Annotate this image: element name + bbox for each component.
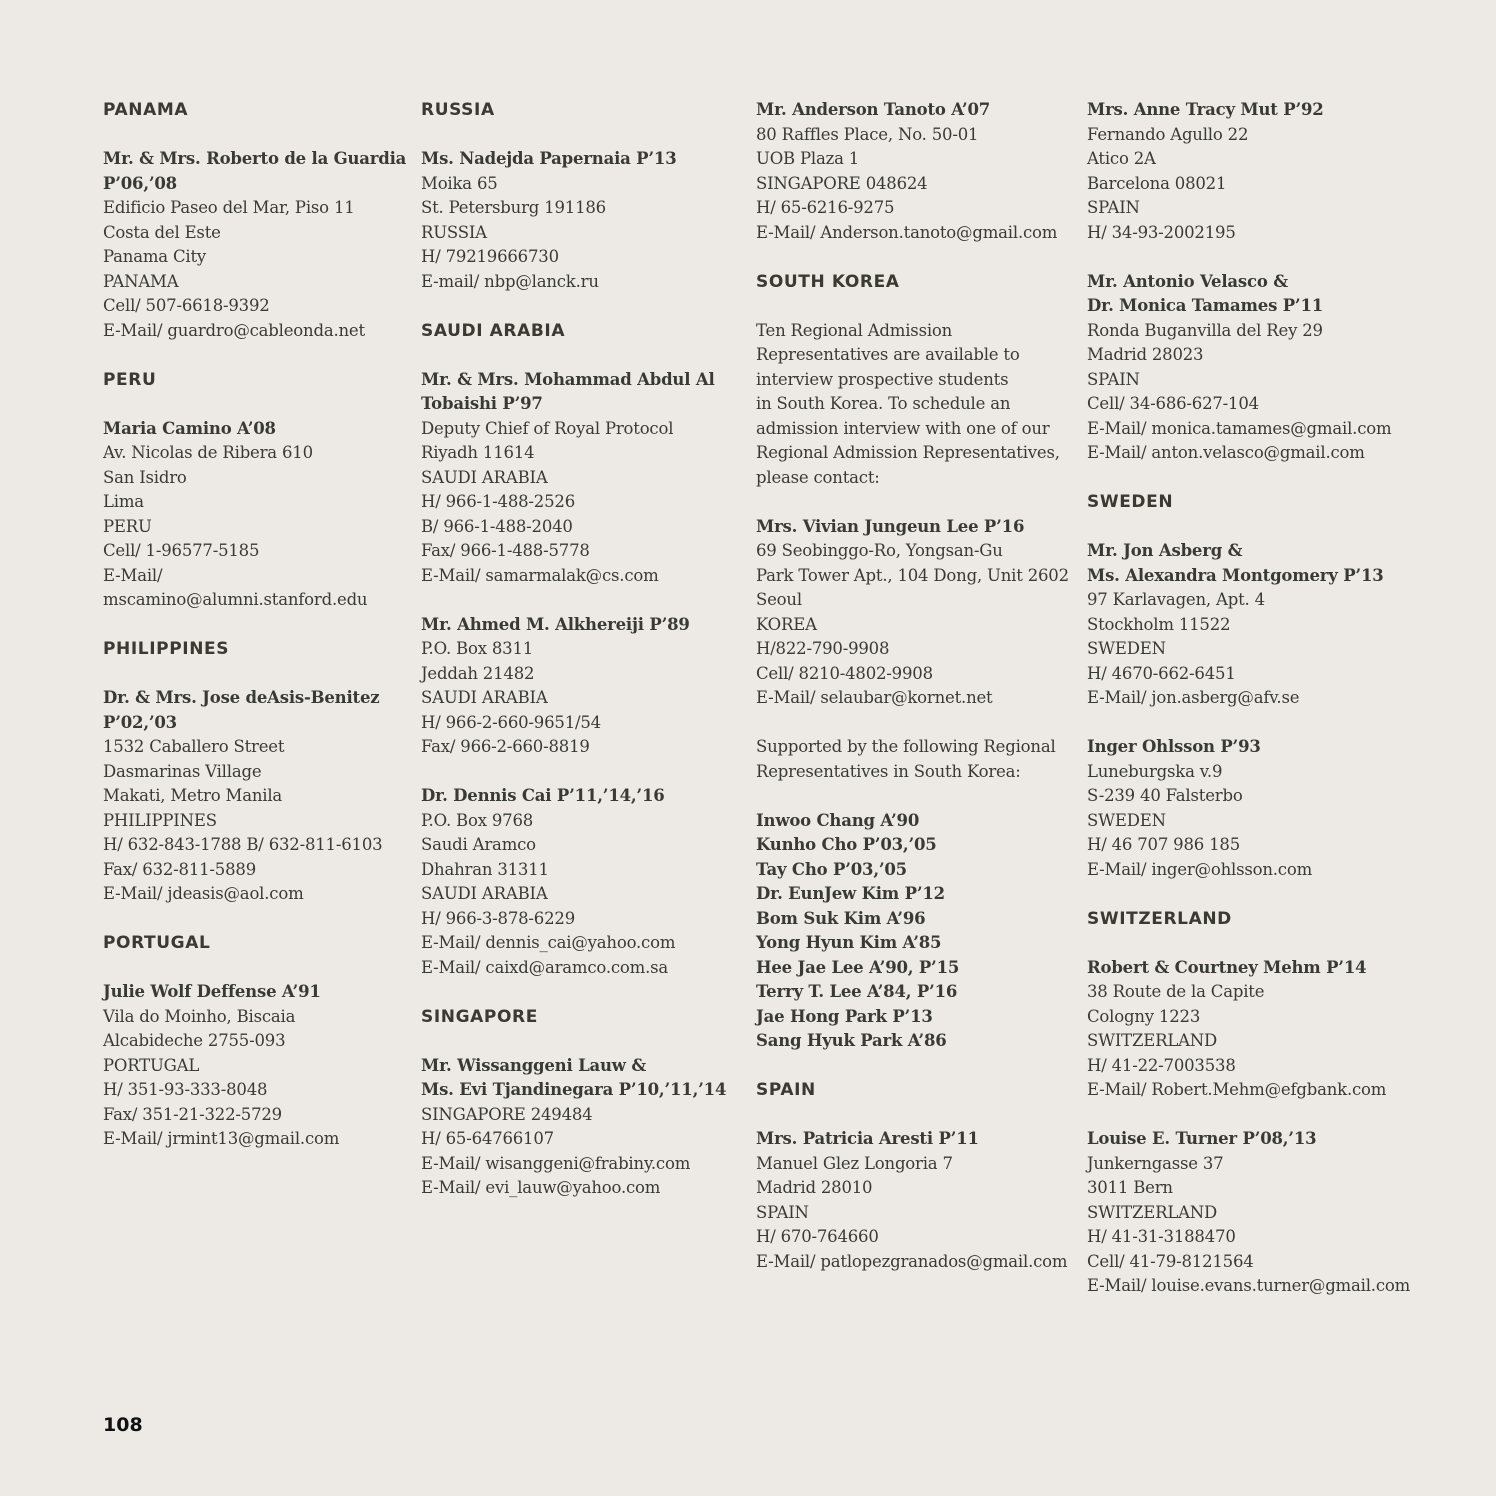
contact-detail: H/822-790-9908 — [756, 639, 890, 658]
contact-detail: Jeddah 21482 — [421, 663, 535, 683]
directory-column-4 — [1087, 98, 1417, 1299]
directory-column-2 — [421, 98, 741, 1201]
contact-detail: PORTUGAL — [103, 1055, 200, 1075]
contact-detail: SPAIN — [756, 1202, 809, 1222]
contact-name: Maria Camino A’08 — [103, 418, 276, 438]
contact-detail: Moika 65 — [421, 173, 498, 193]
contact-detail: admission interview with one of our — [756, 418, 1050, 438]
contact-detail: 80 Raffles Place, No. 50-01 — [756, 124, 979, 144]
contact-name: Kunho Cho P’03,’05 — [756, 835, 937, 854]
contact-detail: 38 Route de la Capite — [1087, 982, 1265, 1001]
contact-detail: H/ 670-764660 — [756, 1227, 879, 1246]
spacer — [103, 662, 408, 687]
contact-detail: mscamino@alumni.stanford.edu — [103, 590, 368, 609]
country-heading: SAUDI ARABIA — [421, 320, 566, 341]
contact-name: Mrs. Anne Tracy Mut P’92 — [1087, 100, 1324, 119]
contact-name: Mr. Jon Asberg & — [1087, 541, 1243, 560]
contact-name: Inger Ohlsson P’93 — [1087, 737, 1261, 756]
contact-detail: San Isidro — [103, 467, 187, 487]
contact-name: Dr. & Mrs. Jose deAsis-Benitez — [103, 688, 380, 707]
contact-detail: Lima — [103, 492, 144, 511]
contact-name: Dr. EunJew Kim P’12 — [756, 884, 945, 903]
contact-detail: Representatives in South Korea: — [756, 761, 1021, 781]
contact-detail: Alcabideche 2755-093 — [103, 1031, 286, 1050]
contact-name: Mrs. Vivian Jungeun Lee P’16 — [756, 516, 1025, 536]
contact-detail: Supported by the following Regional — [756, 737, 1056, 756]
contact-detail: E-Mail/ jdeasis@aol.com — [103, 884, 304, 903]
spacer — [421, 294, 741, 319]
contact-detail: Fax/ 632-811-5889 — [103, 859, 257, 879]
contact-detail: H/ 632-843-1788 B/ 632-811-6103 — [103, 835, 383, 854]
contact-name: Bom Suk Kim A’96 — [756, 908, 926, 928]
spacer — [421, 1029, 741, 1054]
contact-name: Robert & Courtney Mehm P’14 — [1087, 957, 1367, 977]
spacer — [1087, 882, 1417, 907]
contact-detail: SAUDI ARABIA — [421, 688, 548, 707]
contact-name: Ms. Evi Tjandinegara P’10,’11,’14 — [421, 1080, 727, 1099]
contact-detail: Representatives are available to — [756, 345, 1020, 364]
contact-detail: Madrid 28023 — [1087, 345, 1204, 364]
contact-name: Julie Wolf Deffense A’91 — [103, 982, 321, 1001]
contact-detail: Av. Nicolas de Ribera 610 — [103, 443, 313, 462]
contact-detail: Panama City — [103, 247, 207, 266]
contact-detail: Park Tower Apt., 104 Dong, Unit 2602 — [756, 565, 1069, 585]
contact-detail: Edificio Paseo del Mar, Piso 11 — [103, 198, 355, 217]
contact-detail: H/ 966-3-878-6229 — [421, 908, 575, 928]
contact-name: Ms. Nadejda Papernaia P’13 — [421, 149, 677, 168]
contact-name: Mr. Antonio Velasco & — [1087, 271, 1288, 291]
contact-detail: E-Mail/ — [103, 565, 163, 585]
contact-detail: H/ 4670-662-6451 — [1087, 663, 1236, 683]
country-heading: SOUTH KOREA — [756, 271, 900, 292]
contact-detail: E-Mail/ louise.evans.turner@gmail.com — [1087, 1276, 1411, 1295]
spacer — [103, 343, 408, 368]
contact-detail: Cell/ 8210-4802-9908 — [756, 663, 933, 683]
spacer — [756, 784, 1076, 809]
country-heading: PORTUGAL — [103, 933, 211, 953]
contact-detail: E-Mail/ wisanggeni@frabiny.com — [421, 1153, 691, 1173]
country-heading: PANAMA — [103, 100, 189, 120]
directory-column-3 — [756, 98, 1076, 1274]
contact-detail: SWITZERLAND — [1087, 1202, 1218, 1222]
contact-name: Mrs. Patricia Aresti P’11 — [756, 1129, 979, 1148]
contact-detail: in South Korea. To schedule an — [756, 394, 1011, 413]
contact-detail: H/ 351-93-333-8048 — [103, 1080, 268, 1099]
contact-detail: SAUDI ARABIA — [421, 884, 548, 903]
contact-detail: SAUDI ARABIA — [421, 467, 548, 487]
contact-detail: H/ 46 707 986 185 — [1087, 835, 1241, 854]
contact-detail: SWEDEN — [1087, 810, 1166, 830]
contact-detail: 1532 Caballero Street — [103, 737, 285, 756]
spacer — [756, 1054, 1076, 1079]
spacer — [756, 711, 1076, 736]
contact-name: Terry T. Lee A’84, P’16 — [756, 982, 958, 1001]
spacer — [1087, 245, 1417, 270]
contact-detail: 69 Seobinggo-Ro, Yongsan-Gu — [756, 541, 1003, 560]
spacer — [1087, 466, 1417, 491]
spacer — [103, 907, 408, 932]
contact-name: Hee Jae Lee A’90, P’15 — [756, 957, 960, 977]
contact-detail: Costa del Este — [103, 222, 221, 242]
spacer — [421, 343, 741, 368]
contact-name: Inwoo Chang A’90 — [756, 810, 920, 830]
contact-detail: Manuel Glez Longoria 7 — [756, 1153, 953, 1173]
contact-name: Mr. Anderson Tanoto A’07 — [756, 100, 991, 119]
contact-detail: SINGAPORE 249484 — [421, 1104, 593, 1124]
contact-detail: H/ 41-31-3188470 — [1087, 1227, 1236, 1246]
contact-detail: SWEDEN — [1087, 639, 1166, 658]
contact-detail: Luneburgska v.9 — [1087, 761, 1223, 781]
contact-detail: E-Mail/ anton.velasco@gmail.com — [1087, 443, 1365, 462]
contact-detail: H/ 966-2-660-9651/54 — [421, 712, 601, 732]
contact-detail: SWITZERLAND — [1087, 1031, 1218, 1050]
spacer — [1087, 1103, 1417, 1128]
spacer — [756, 1103, 1076, 1128]
contact-name: Ms. Alexandra Montgomery P’13 — [1087, 565, 1384, 585]
contact-detail: E-Mail/ inger@ohlsson.com — [1087, 859, 1313, 879]
country-heading: RUSSIA — [421, 100, 495, 120]
spacer — [756, 490, 1076, 515]
contact-name: Dr. Dennis Cai P’11,’14,’16 — [421, 786, 665, 805]
contact-detail: SINGAPORE 048624 — [756, 173, 928, 193]
contact-name: Tay Cho P’03,’05 — [756, 859, 907, 879]
contact-detail: Fax/ 966-1-488-5778 — [421, 541, 590, 560]
contact-detail: Cell/ 507-6618-9392 — [103, 296, 270, 315]
contact-detail: E-Mail/ dennis_cai@yahoo.com — [421, 933, 676, 952]
contact-name: P’02,’03 — [103, 712, 177, 732]
country-heading: PHILIPPINES — [103, 639, 230, 659]
contact-detail: Junkerngasse 37 — [1087, 1153, 1224, 1173]
contact-detail: E-Mail/ caixd@aramco.com.sa — [421, 957, 669, 977]
contact-name: Dr. Monica Tamames P’11 — [1087, 296, 1324, 315]
contact-detail: please contact: — [756, 467, 880, 487]
spacer — [421, 123, 741, 148]
contact-detail: Saudi Aramco — [421, 835, 536, 854]
spacer — [756, 245, 1076, 270]
contact-detail: SPAIN — [1087, 198, 1140, 217]
contact-detail: Dasmarinas Village — [103, 761, 262, 781]
contact-detail: E-Mail/ samarmalak@cs.com — [421, 565, 659, 585]
spacer — [1087, 515, 1417, 540]
spacer — [1087, 711, 1417, 736]
contact-detail: E-Mail/ jon.asberg@afv.se — [1087, 688, 1300, 707]
spacer — [421, 588, 741, 613]
contact-detail: Seoul — [756, 590, 802, 609]
contact-name: P’06,’08 — [103, 173, 177, 193]
contact-detail: Fax/ 966-2-660-8819 — [421, 737, 590, 756]
spacer — [103, 956, 408, 981]
contact-detail: SPAIN — [1087, 369, 1140, 389]
contact-detail: E-Mail/ evi_lauw@yahoo.com — [421, 1178, 661, 1197]
contact-detail: 3011 Bern — [1087, 1178, 1173, 1197]
contact-detail: PANAMA — [103, 271, 179, 291]
contact-detail: Stockholm 11522 — [1087, 614, 1231, 634]
contact-detail: E-Mail/ Robert.Mehm@efgbank.com — [1087, 1080, 1387, 1099]
contact-detail: PHILIPPINES — [103, 810, 217, 830]
contact-detail: Regional Admission Representatives, — [756, 443, 1060, 462]
contact-detail: H/ 41-22-7003538 — [1087, 1055, 1236, 1075]
contact-detail: E-Mail/ Anderson.tanoto@gmail.com — [756, 222, 1058, 242]
spacer — [421, 980, 741, 1005]
spacer — [421, 760, 741, 785]
contact-detail: E-Mail/ patlopezgranados@gmail.com — [756, 1251, 1068, 1271]
contact-detail: B/ 966-1-488-2040 — [421, 516, 573, 536]
country-heading: SWEDEN — [1087, 492, 1174, 512]
contact-detail: H/ 65-64766107 — [421, 1129, 554, 1148]
contact-detail: P.O. Box 8311 — [421, 639, 534, 658]
contact-name: Mr. Ahmed M. Alkhereiji P’89 — [421, 614, 690, 634]
contact-detail: Barcelona 08021 — [1087, 173, 1227, 193]
contact-detail: Atico 2A — [1087, 149, 1156, 168]
contact-detail: Fernando Agullo 22 — [1087, 124, 1249, 144]
spacer — [103, 392, 408, 417]
country-heading: SWITZERLAND — [1087, 908, 1232, 929]
contact-detail: Ten Regional Admission — [756, 320, 953, 340]
contact-name: Mr. & Mrs. Mohammad Abdul Al — [421, 369, 715, 389]
contact-detail: H/ 65-6216-9275 — [756, 198, 895, 217]
contact-detail: Madrid 28010 — [756, 1178, 873, 1197]
spacer — [1087, 931, 1417, 956]
contact-detail: Ronda Buganvilla del Rey 29 — [1087, 320, 1323, 340]
contact-detail: Vila do Moinho, Biscaia — [103, 1006, 296, 1026]
spacer — [103, 123, 408, 148]
contact-detail: E-mail/ nbp@lanck.ru — [421, 271, 599, 291]
contact-detail: Fax/ 351-21-322-5729 — [103, 1104, 282, 1124]
contact-name: Mr. & Mrs. Roberto de la Guardia — [103, 149, 407, 168]
contact-detail: Cell/ 34-686-627-104 — [1087, 394, 1259, 413]
contact-detail: H/ 79219666730 — [421, 247, 559, 266]
contact-detail: RUSSIA — [421, 222, 487, 242]
contact-detail: Cell/ 41-79-8121564 — [1087, 1251, 1254, 1271]
spacer — [103, 613, 408, 638]
contact-name: Sang Hyuk Park A’86 — [756, 1031, 947, 1050]
spacer — [756, 294, 1076, 319]
contact-detail: E-Mail/ guardro@cableonda.net — [103, 320, 365, 340]
contact-detail: Deputy Chief of Royal Protocol — [421, 418, 674, 438]
contact-detail: interview prospective students — [756, 369, 1009, 389]
contact-name: Mr. Wissanggeni Lauw & — [421, 1055, 647, 1075]
country-heading: PERU — [103, 369, 157, 390]
contact-name: Tobaishi P’97 — [421, 394, 543, 413]
contact-detail: H/ 34-93-2002195 — [1087, 222, 1236, 242]
contact-detail: Cell/ 1-96577-5185 — [103, 541, 260, 560]
country-heading: SINGAPORE — [421, 1006, 538, 1027]
contact-detail: PERU — [103, 516, 152, 536]
page-number: 108 — [103, 1414, 143, 1436]
contact-detail: E-Mail/ monica.tamames@gmail.com — [1087, 418, 1392, 438]
contact-detail: St. Petersburg 191186 — [421, 198, 606, 217]
contact-detail: H/ 966-1-488-2526 — [421, 492, 575, 511]
contact-detail: Makati, Metro Manila — [103, 786, 283, 805]
contact-name: Louise E. Turner P’08,’13 — [1087, 1129, 1317, 1148]
contact-detail: UOB Plaza 1 — [756, 149, 860, 168]
contact-detail: P.O. Box 9768 — [421, 810, 534, 830]
contact-detail: 97 Karlavagen, Apt. 4 — [1087, 590, 1265, 609]
contact-name: Jae Hong Park P’13 — [756, 1006, 933, 1026]
contact-detail: E-Mail/ jrmint13@gmail.com — [103, 1129, 340, 1148]
country-heading: SPAIN — [756, 1080, 816, 1100]
contact-detail: Riyadh 11614 — [421, 443, 535, 462]
contact-detail: E-Mail/ selaubar@kornet.net — [756, 688, 993, 707]
contact-detail: KOREA — [756, 614, 817, 634]
contact-name: Yong Hyun Kim A’85 — [756, 933, 942, 952]
contact-detail: Dhahran 31311 — [421, 859, 549, 879]
contact-detail: S-239 40 Falsterbo — [1087, 786, 1243, 805]
contact-detail: Cologny 1223 — [1087, 1006, 1201, 1026]
directory-column-1 — [103, 98, 408, 1152]
